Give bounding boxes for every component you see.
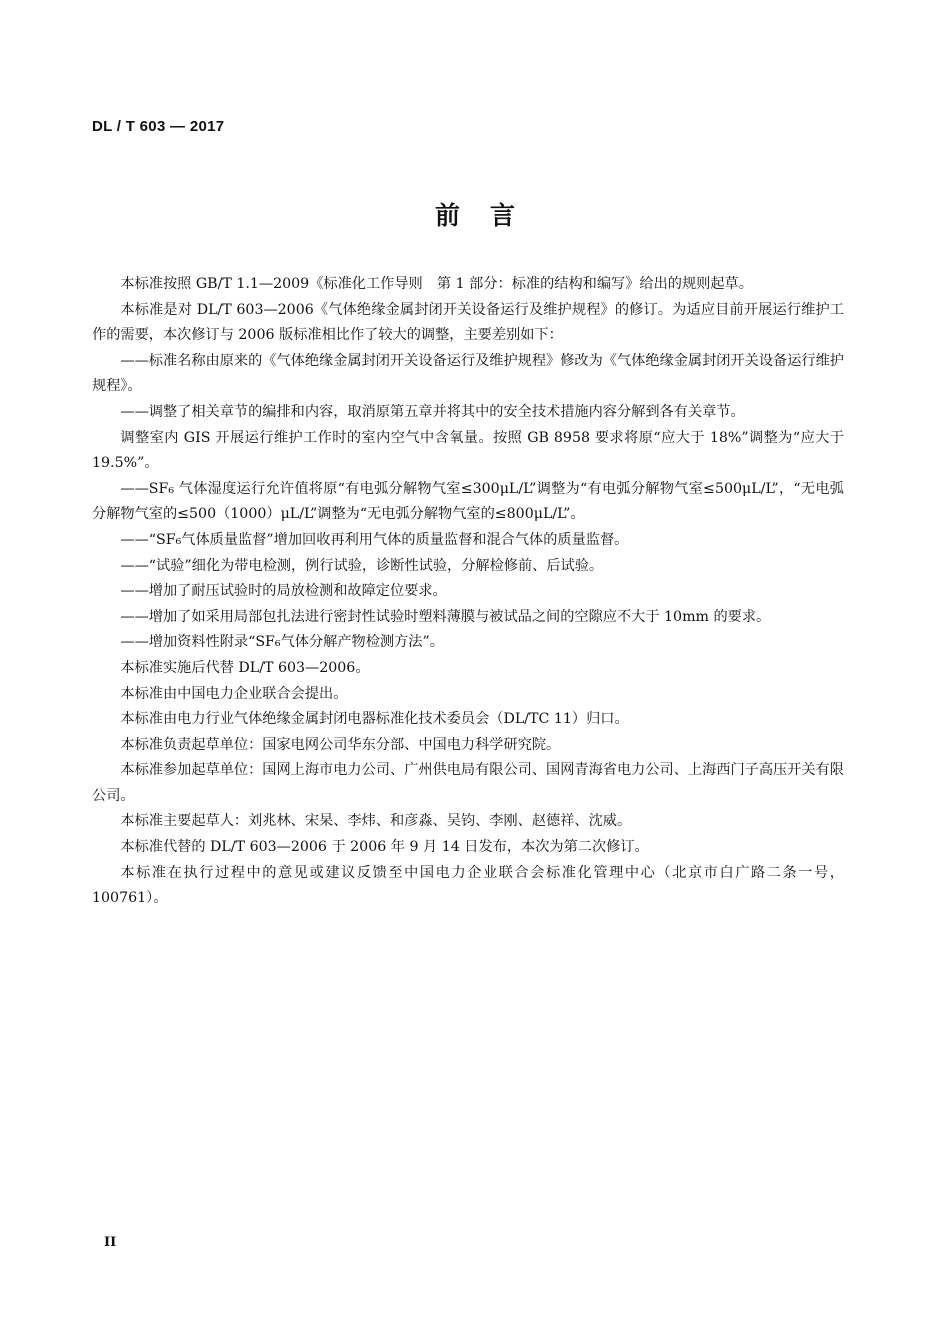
paragraph-proposed-by: 本标准由中国电力企业联合会提出。: [120, 685, 348, 702]
paragraph-change-appendix: ——增加资料性附录“SF₆气体分解产物检测方法”。: [120, 634, 444, 651]
paragraph-drafting-rules: 本标准按照 GB/T 1.1—2009《标准化工作导则 第 1 部分：标准的结构和编写》给出的规则起草。: [120, 276, 753, 292]
page-title: 前言: [434, 201, 545, 230]
paragraph-change-humidity: ——SF₆ 气体湿度运行允许值将原“有电弧分解物气室≤300μL/L”调整为“有电弧分解物气室≤500μL/L”，“无电弧分解物气室的≤500（1000）μL/L”调整为“无电弧分解物气室的≤800μL/L”。: [92, 480, 844, 523]
paragraph-revision-intro: 本标准是对 DL/T 603—2006《气体绝缘金属封闭开关设备运行及维护规程》的修订。为适应目前开展运行维护工作的需要，本次修订与 2006 版标准相比作了较大的调整，主要差别如下：: [92, 301, 844, 344]
paragraph-change-gas-quality: ——“SF₆气体质量监督”增加回收再利用气体的质量监督和混合气体的质量监督。: [120, 531, 629, 548]
paragraph-main-drafters: 本标准主要起草人：刘兆林、宋杲、李炜、和彦淼、吴钧、李刚、赵德祥、沈威。: [120, 813, 632, 830]
paragraph-replaces: 本标准实施后代替 DL/T 603—2006。: [120, 659, 370, 676]
paragraph-feedback: 本标准在执行过程中的意见或建议反馈至中国电力企业联合会标准化管理中心（北京市白广路二条一号，100761）。: [92, 864, 844, 907]
paragraph-change-tests: ——“试验”细化为带电检测，例行试验，诊断性试验，分解检修前、后试验。: [120, 557, 604, 574]
paragraph-previous-edition: 本标准代替的 DL/T 603—2006 于 2006 年 9 月 14 日发布，本次为第二次修订。: [120, 839, 649, 856]
standard-code: DL / T 603 — 2017: [92, 118, 225, 135]
paragraph-lead-drafters: 本标准负责起草单位：国家电网公司华东分部、中国电力科学研究院。: [120, 736, 561, 753]
page-number: II: [104, 1235, 117, 1250]
paragraph-change-sealing: ——增加了如采用局部包扎法进行密封性试验时塑料薄膜与被试品之间的空隙应不大于 10mm 的要求。: [120, 608, 771, 625]
paragraph-change-partial-discharge: ——增加了耐压试验时的局放检测和故障定位要求。: [120, 583, 447, 600]
preface-body: [92, 272, 844, 912]
paragraph-administered-by: 本标准由电力行业气体绝缘金属封闭电器标准化技术委员会（DL/TC 11）归口。: [120, 711, 629, 728]
paragraph-change-chapters: ——调整了相关章节的编排和内容，取消原第五章并将其中的安全技术措施内容分解到各有关章节。: [120, 403, 745, 420]
paragraph-change-oxygen: 调整室内 GIS 开展运行维护工作时的室内空气中含氧量。按照 GB 8958 要求将原“应大于 18%”调整为“应大于 19.5%”。: [92, 429, 844, 472]
paragraph-change-name: ——标准名称由原来的《气体绝缘金属封闭开关设备运行及维护规程》修改为《气体绝缘金属封闭开关设备运行维护规程》。: [92, 352, 844, 395]
paragraph-participating-drafters: 本标准参加起草单位：国网上海市电力公司、广州供电局有限公司、国网青海省电力公司、上海西门子高压开关有限公司。: [92, 762, 844, 804]
